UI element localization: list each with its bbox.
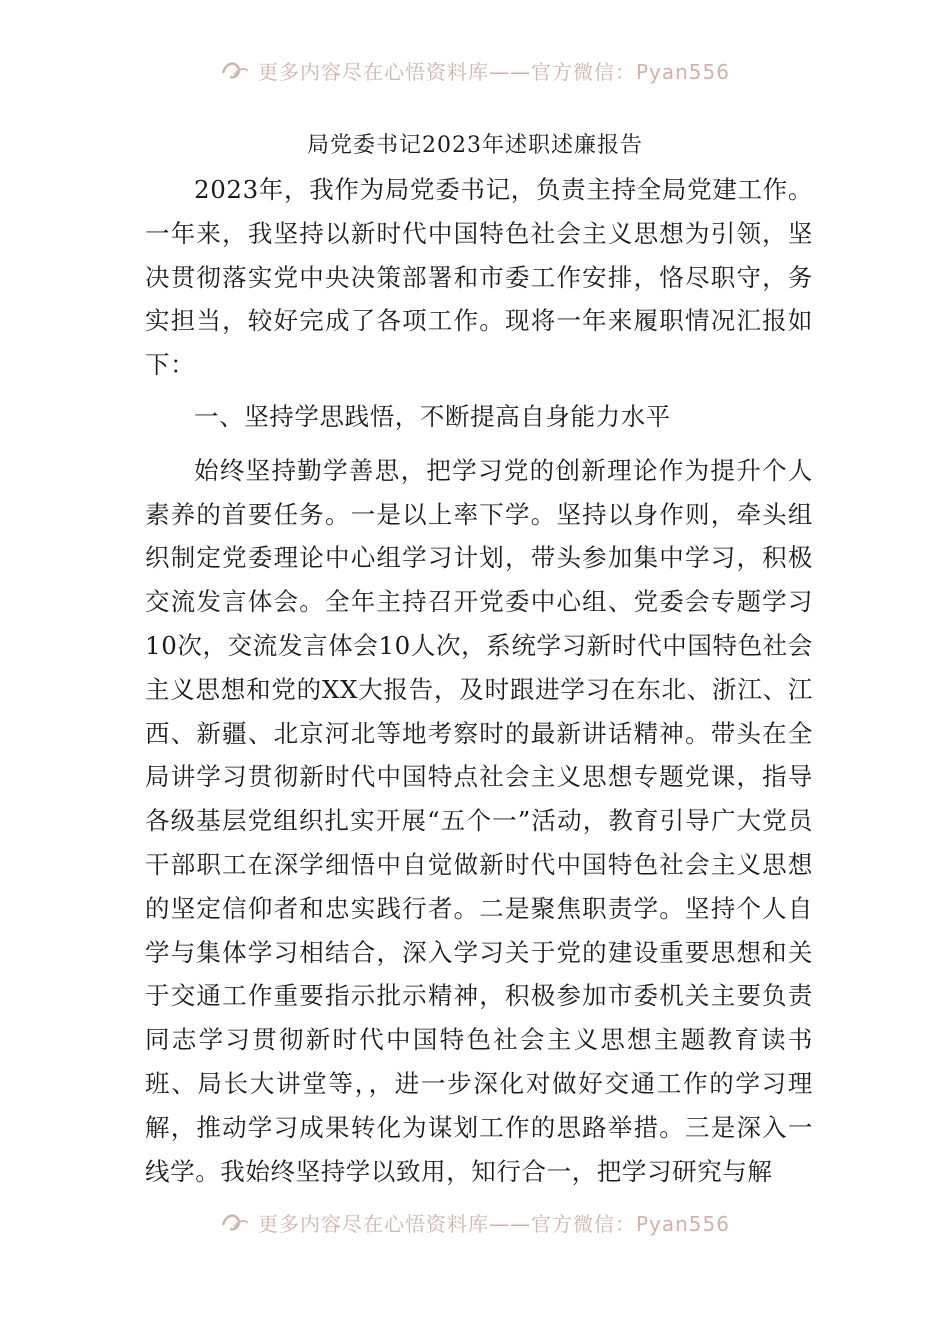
section-heading: 一、坚持学思践悟，不断提高自身能力水平	[194, 401, 671, 431]
document-body	[145, 168, 813, 1193]
watermark-text: 更多内容尽在心悟资料库——官方微信：Pyan556	[257, 59, 730, 84]
logo-icon	[220, 1211, 250, 1233]
intro-paragraph: 2023年，我作为局党委书记，负责主持全局党建工作。一年来，我坚持以新时代中国特色社会主义思想为引领，坚决贯彻落实党中央决策部署和市委工作安排，恪尽职守，务实担当，较好完成了各项工作。现将一年来履职情况汇报如下：	[145, 175, 813, 380]
section-paragraph: 始终坚持勤学善思，把学习党的创新理论作为提升个人素养的首要任务。一是以上率下学。坚持以身作则，牵头组织制定党委理论中心组学习计划，带头参加集中学习，积极交流发言体会。全年主持召开党委中心组、党委会专题学习10次，交流发言体会10人次，系统学习新时代中国特色社会主义思想和党的XX大报告，及时跟进学习在东北、浙江、江西、新疆、北京河北等地考察时的最新讲话精神。带头在全局讲学习贯彻新时代中国特点社会主义思想专题党课，指导各级基层党组织扎实开展“五个一”活动，教育引导广大党员干部职工在深学细悟中自觉做新时代中国特色社会主义思想的坚定信仰者和忠实践行者。二是聚焦职责学。坚持个人自学与集体学习相结合，深入学习关于党的建设重要思想和关于交通工作重要指示批示精神，积极参加市委机关主要负责同志学习贯彻新时代中国特色社会主义思想主题教育读书班、局长大讲堂等，，进一步深化对做好交通工作的学习理解，推动学习成果转化为谋划工作的思路举措。三是深入一线学。我始终坚持学以致用，知行合一，把学习研究与解	[145, 455, 813, 1186]
watermark-footer	[0, 1202, 950, 1242]
watermark-header	[0, 50, 950, 90]
logo-icon	[220, 59, 250, 81]
watermark-text: 更多内容尽在心悟资料库——官方微信：Pyan556	[257, 1211, 730, 1236]
document-title: 局党委书记2023年述职述廉报告	[307, 133, 643, 158]
